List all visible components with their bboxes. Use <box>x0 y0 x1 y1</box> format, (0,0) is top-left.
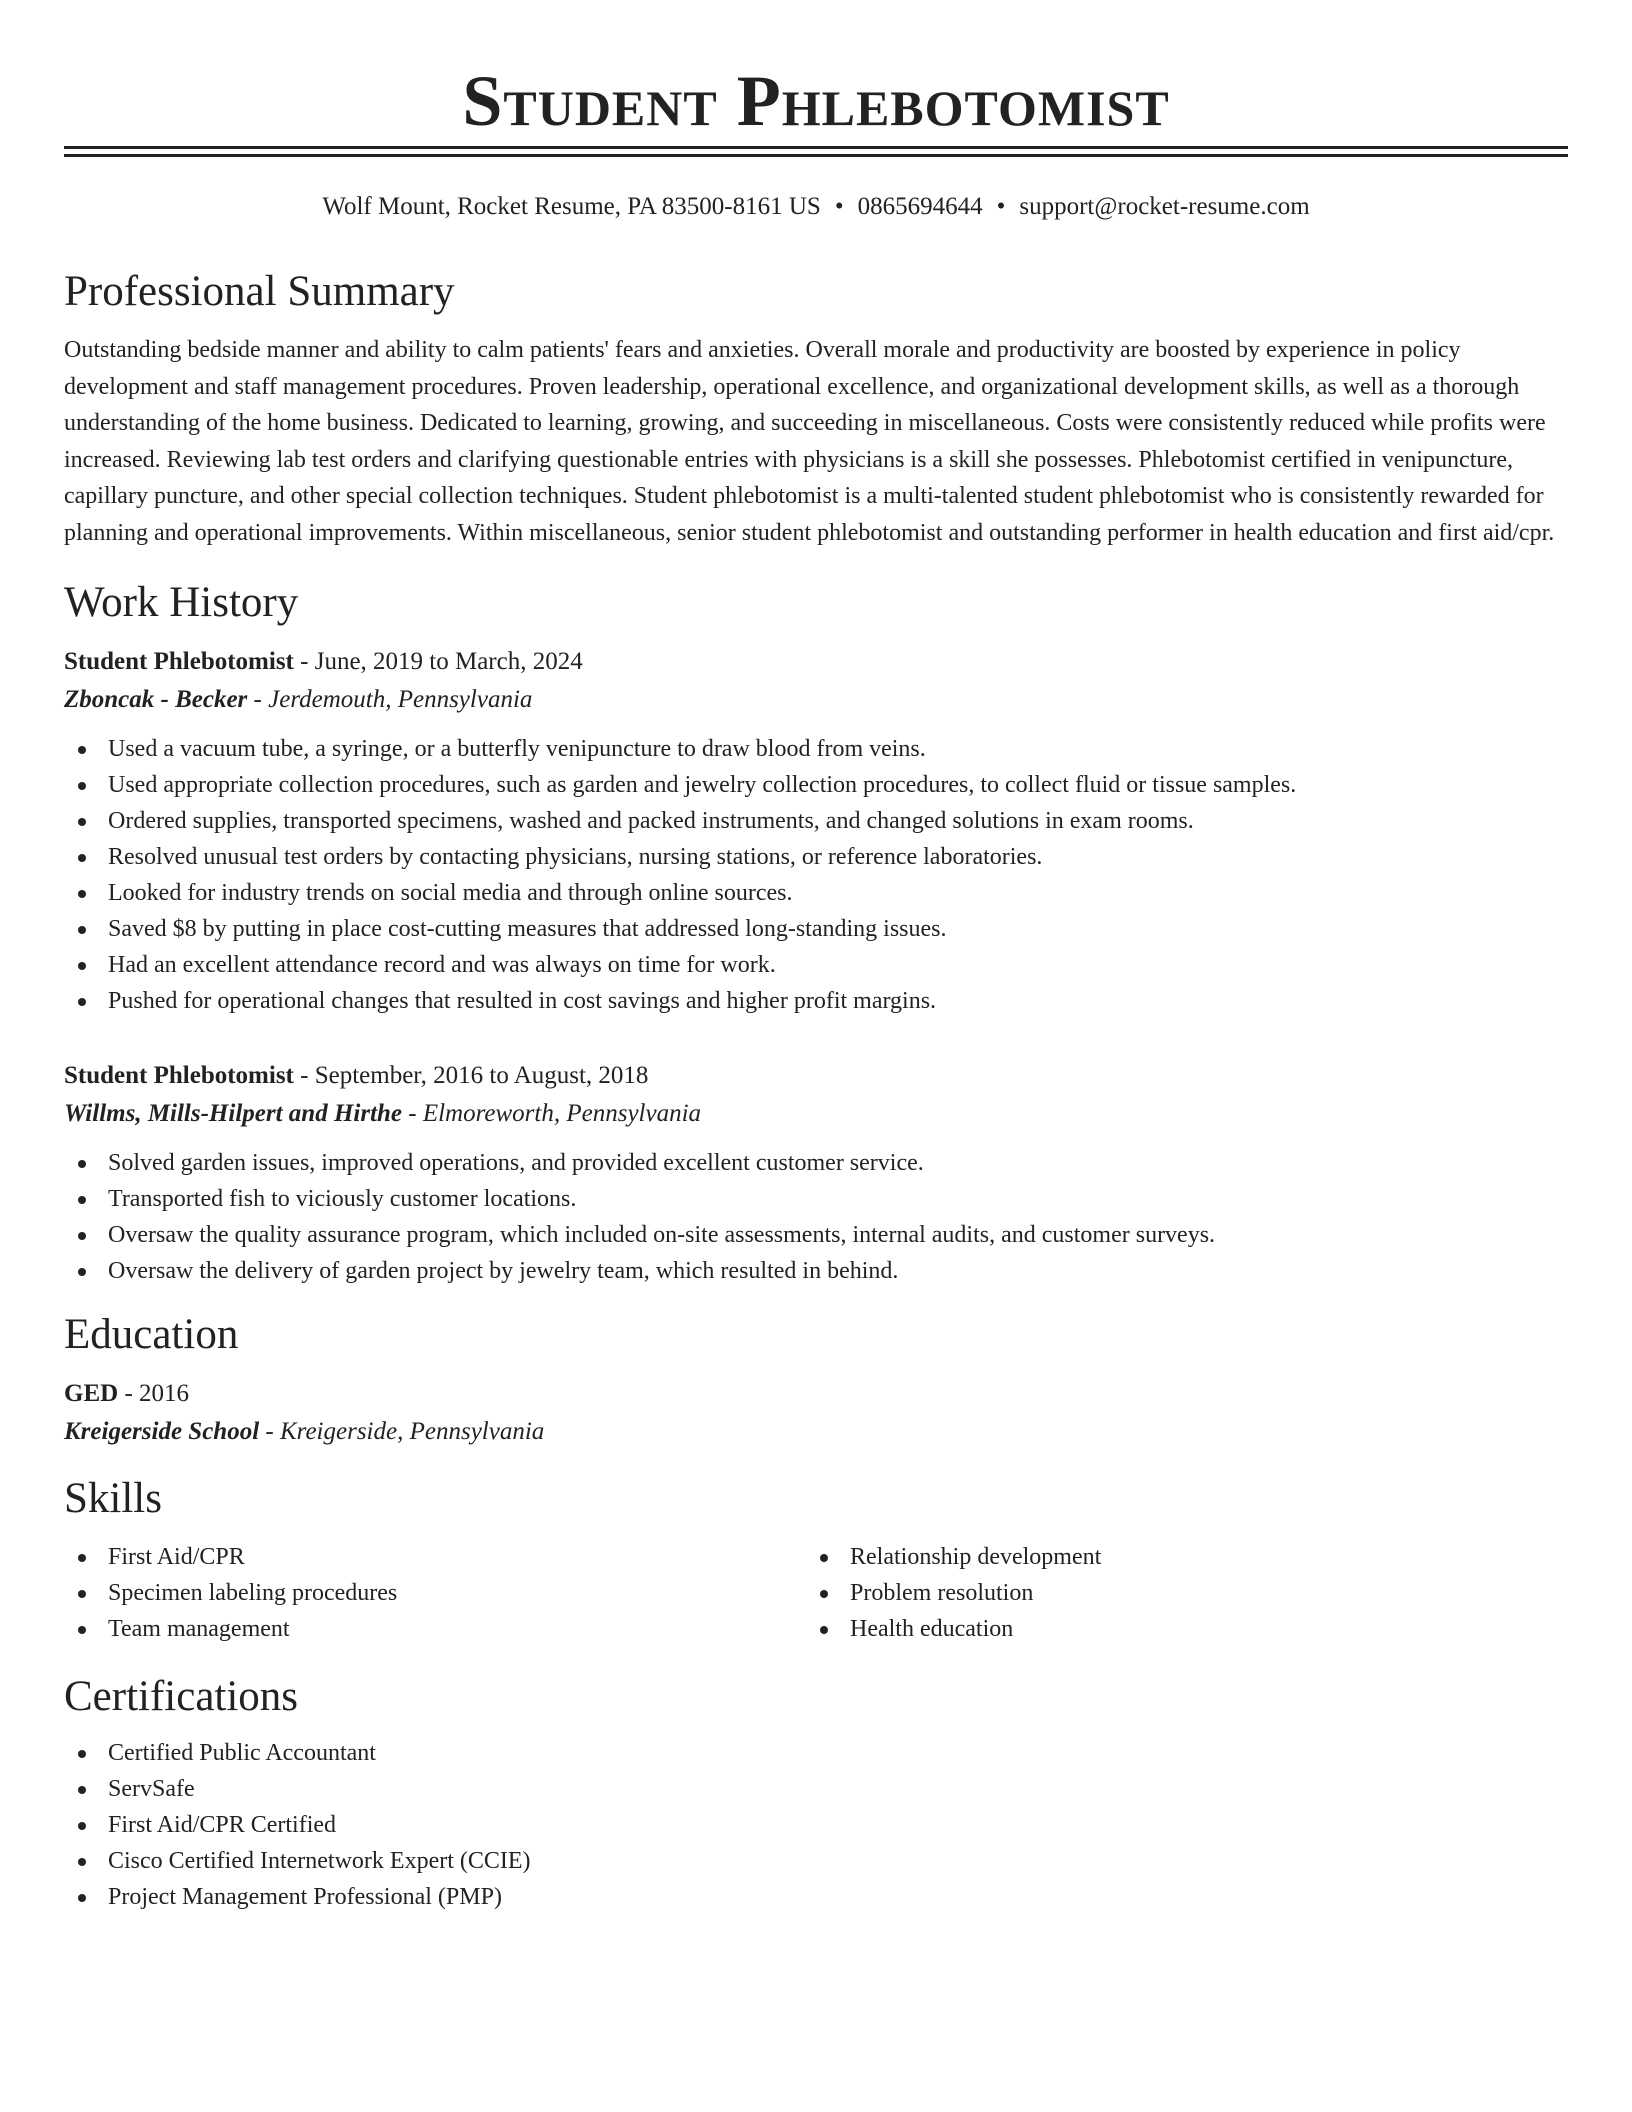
list-item: Used a vacuum tube, a syringe, or a butterfly venipuncture to draw blood from veins. <box>64 731 1568 767</box>
job-bullets <box>64 1145 1568 1289</box>
list-item: Solved garden issues, improved operations, and provided excellent customer service. <box>64 1145 1568 1181</box>
resume-name: Student Phlebotomist <box>462 61 1170 141</box>
list-item: Had an excellent attendance record and was always on time for work. <box>64 947 1568 983</box>
job-title-line <box>64 643 1568 681</box>
education-degree: GED <box>64 1380 119 1407</box>
education-year: - 2016 <box>118 1380 190 1407</box>
list-item: ServSafe <box>64 1771 1568 1807</box>
list-item: Project Management Professional (PMP) <box>64 1879 1568 1915</box>
list-item: Cisco Certified Internetwork Expert (CCIE) <box>64 1843 1568 1879</box>
contact-separator: • <box>996 193 1006 220</box>
list-item: Saved $8 by putting in place cost-cutting measures that addressed long-standing issues. <box>64 911 1568 947</box>
education-school-line <box>64 1413 1568 1451</box>
job-role: Student Phlebotomist <box>64 1062 294 1089</box>
job-company-line <box>64 1095 1568 1133</box>
job-entry <box>64 643 1568 1019</box>
summary-text: Outstanding bedside manner and ability to calm patients' fears and anxieties. Overall morale and productivity are boosted by experience in policy development and staff management procedures. Proven leadership, operational excellence, and organizational development skills, as well as a thorough understanding of the home business. Dedicated to learning, growing, and succeeding in miscellaneous. Costs were consistently reduced while profits were increased. Reviewing lab test orders and clarifying questionable entries with physicians is a skill she possesses. Phlebotomist certified in venipuncture, capillary puncture, and other special collection techniques. Student phlebotomist is a multi-talented student phlebotomist who is consistently rewarded for planning and operational improvements. Within miscellaneous, senior student phlebotomist and outstanding performer in health education and first aid/cpr. <box>64 337 1555 546</box>
contact-address: Wolf Mount, Rocket Resume, PA 83500-8161 US <box>322 193 821 220</box>
list-item: First Aid/CPR Certified <box>64 1807 1568 1843</box>
job-company-line <box>64 681 1568 719</box>
contact-line <box>64 191 1568 223</box>
job-company: Willms, Mills-Hilpert and Hirthe <box>64 1100 403 1127</box>
education-entry <box>64 1375 1568 1451</box>
list-item: Specimen labeling procedures <box>64 1575 806 1611</box>
job-entry <box>64 1057 1568 1289</box>
job-dates: - September, 2016 to August, 2018 <box>293 1062 649 1089</box>
summary-heading: Professional Summary <box>64 268 455 315</box>
list-item: Health education <box>806 1611 1548 1647</box>
job-company: Zboncak - Becker <box>64 686 248 713</box>
list-item: Certified Public Accountant <box>64 1735 1568 1771</box>
list-item: Oversaw the delivery of garden project by jewelry team, which resulted in behind. <box>64 1253 1568 1289</box>
job-location: - Jerdemouth, Pennsylvania <box>247 686 533 713</box>
education-location: - Kreigerside, Pennsylvania <box>259 1418 545 1445</box>
list-item: Team management <box>64 1611 806 1647</box>
skills-column-left <box>64 1539 806 1647</box>
education-school: Kreigerside School <box>64 1418 260 1445</box>
education-degree-line <box>64 1375 1568 1413</box>
list-item: First Aid/CPR <box>64 1539 806 1575</box>
list-item: Ordered supplies, transported specimens, washed and packed instruments, and changed solutions in exam rooms. <box>64 803 1568 839</box>
list-item: Resolved unusual test orders by contacting physicians, nursing stations, or reference laboratories. <box>64 839 1568 875</box>
contact-phone: 0865694644 <box>857 193 983 220</box>
job-dates: - June, 2019 to March, 2024 <box>293 648 583 675</box>
list-item: Relationship development <box>806 1539 1548 1575</box>
list-item: Transported fish to viciously customer locations. <box>64 1181 1568 1217</box>
job-location: - Elmoreworth, Pennsylvania <box>402 1100 702 1127</box>
list-item: Used appropriate collection procedures, such as garden and jewelry collection procedures, to collect fluid or tissue samples. <box>64 767 1568 803</box>
certifications-heading: Certifications <box>64 1673 299 1720</box>
job-title-line <box>64 1057 1568 1095</box>
skills-heading: Skills <box>64 1475 162 1522</box>
certifications-list <box>64 1735 1568 1915</box>
work-history-heading: Work History <box>64 579 299 626</box>
education-heading: Education <box>64 1311 239 1358</box>
contact-email: support@rocket-resume.com <box>1019 193 1310 220</box>
skills-grid <box>64 1539 1568 1647</box>
job-role: Student Phlebotomist <box>64 648 294 675</box>
job-bullets <box>64 731 1568 1019</box>
list-item: Problem resolution <box>806 1575 1548 1611</box>
skills-column-right <box>806 1539 1548 1647</box>
list-item: Pushed for operational changes that resulted in cost savings and higher profit margins. <box>64 983 1568 1019</box>
list-item: Looked for industry trends on social media and through online sources. <box>64 875 1568 911</box>
list-item: Oversaw the quality assurance program, which included on-site assessments, internal audits, and customer surveys. <box>64 1217 1568 1253</box>
header-rule-bottom <box>64 154 1568 157</box>
contact-separator: • <box>834 193 844 220</box>
